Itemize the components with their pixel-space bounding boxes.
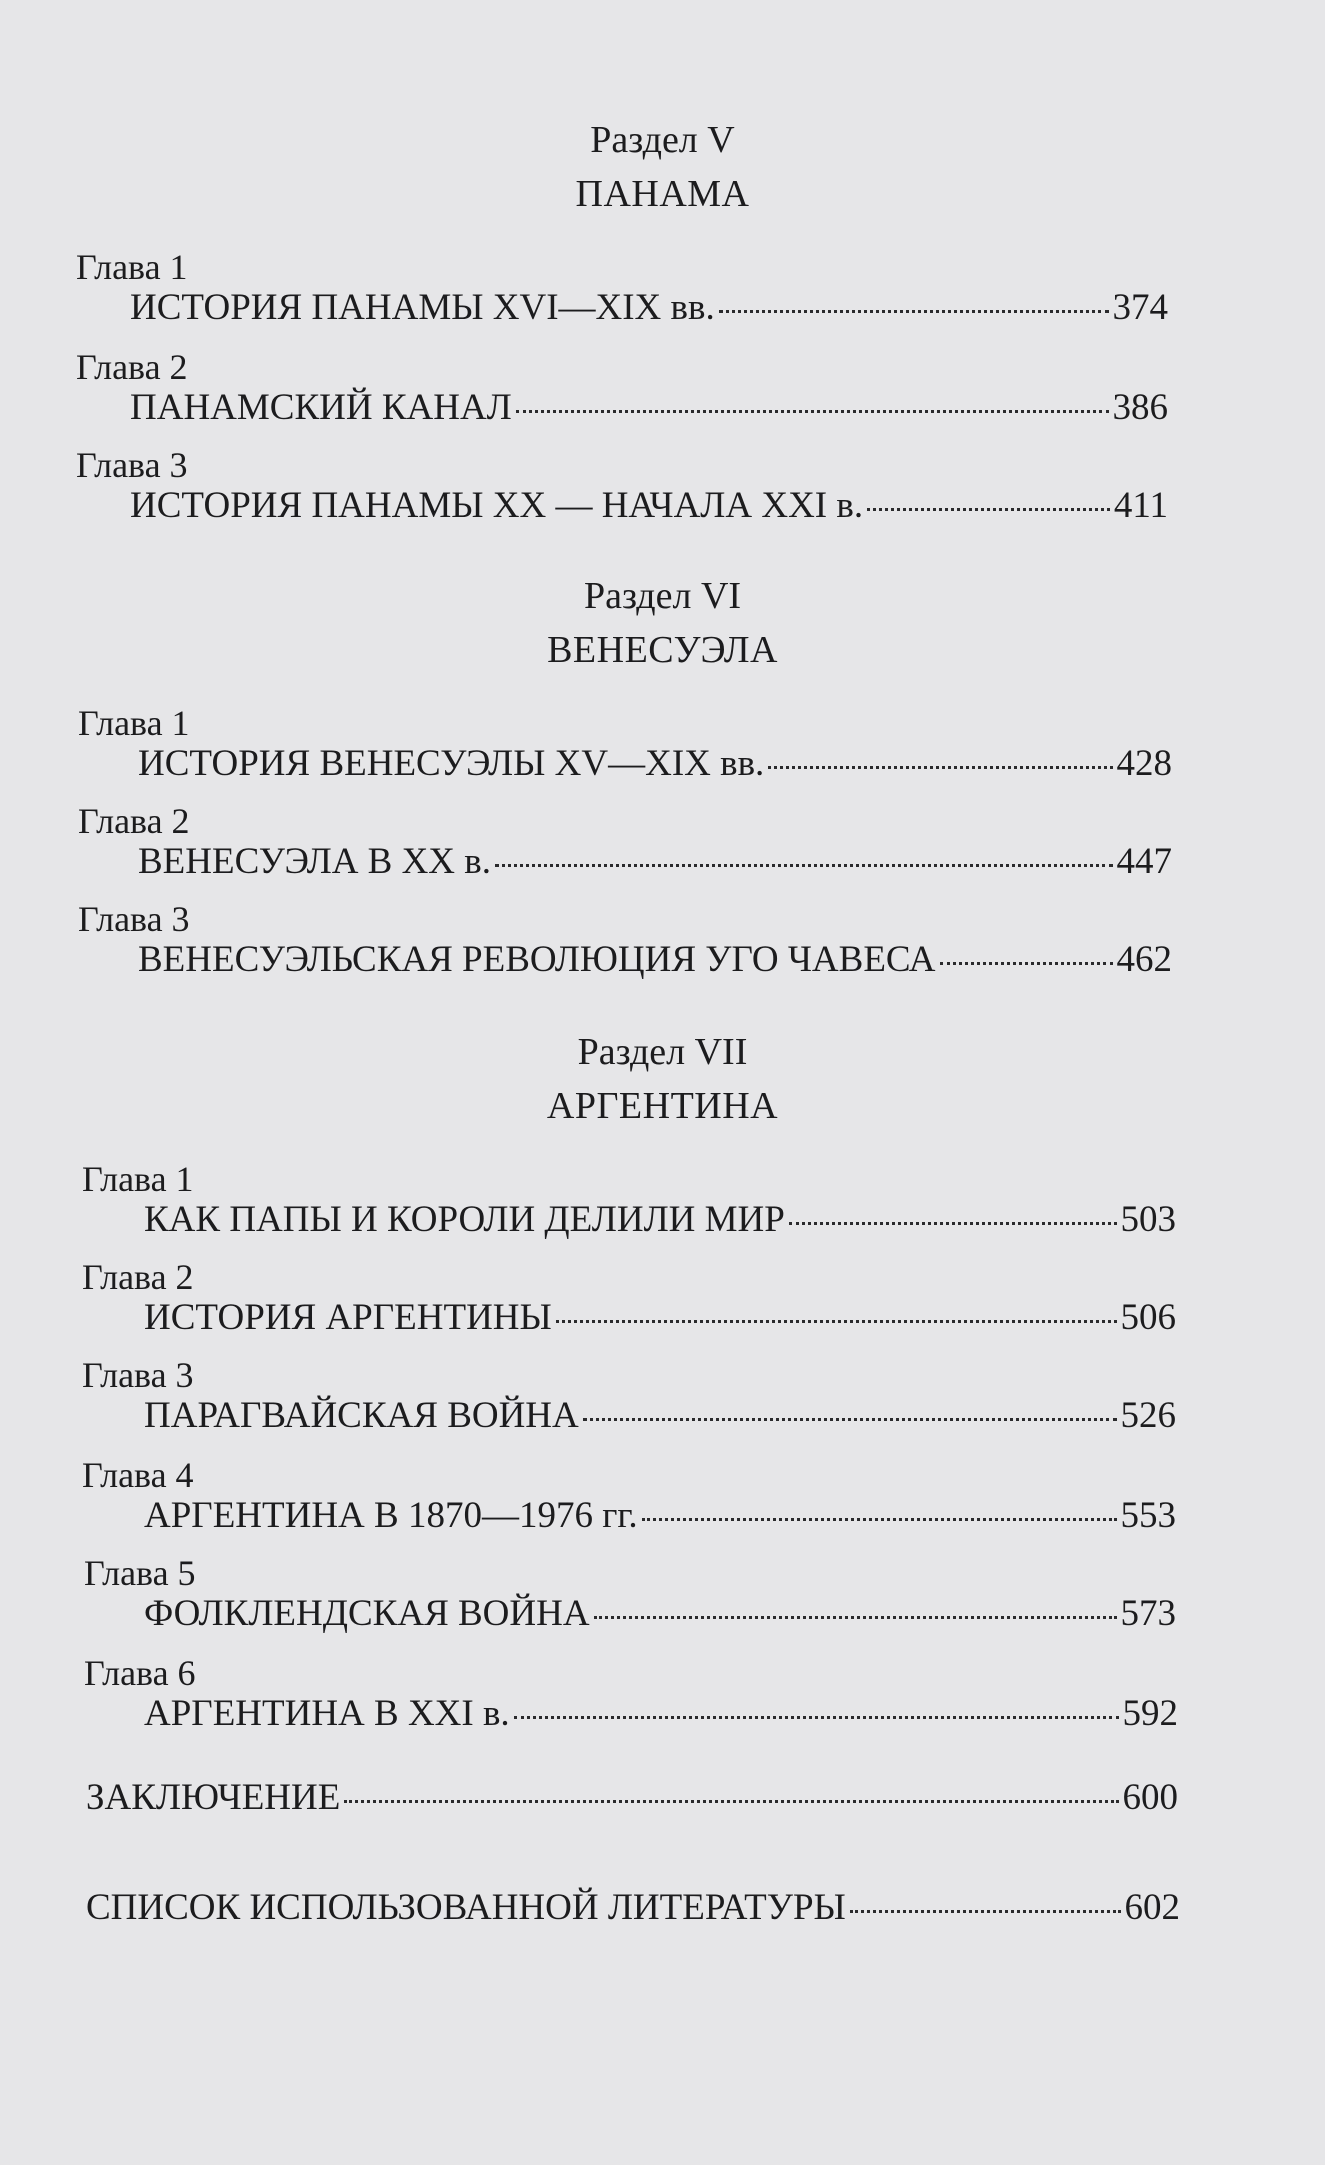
toc-entry-page: 447	[1116, 841, 1172, 882]
dot-leader	[850, 1910, 1121, 1913]
toc-entry-title: ИСТОРИЯ ПАНАМЫ XVI—XIX вв.	[130, 287, 715, 328]
toc-entry-title: ПАНАМСКИЙ КАНАЛ	[130, 387, 512, 428]
chapter-label: Глава 2	[76, 347, 188, 387]
toc-entry-page: 592	[1122, 1693, 1178, 1734]
toc-entry[interactable]	[138, 742, 1172, 786]
toc-entry-page: 386	[1112, 387, 1168, 428]
toc-entry-page: 411	[1113, 485, 1168, 526]
toc-entry-page: 462	[1116, 939, 1172, 980]
dot-leader	[642, 1518, 1117, 1521]
toc-entry-conclusion[interactable]	[86, 1776, 1178, 1820]
dot-leader	[495, 864, 1113, 867]
dot-leader	[344, 1800, 1118, 1803]
dot-leader	[594, 1616, 1117, 1619]
toc-entry-page: 526	[1120, 1395, 1176, 1436]
dot-leader	[789, 1222, 1117, 1225]
chapter-label: Глава 2	[82, 1257, 194, 1297]
toc-entry[interactable]	[130, 386, 1168, 430]
toc-entry-page: 553	[1120, 1495, 1176, 1536]
toc-entry[interactable]	[144, 1394, 1176, 1438]
toc-entry[interactable]	[144, 1494, 1176, 1538]
dot-leader	[719, 310, 1109, 313]
toc-entry[interactable]	[138, 938, 1172, 982]
toc-entry-page: 506	[1120, 1297, 1176, 1338]
toc-entry-title: ИСТОРИЯ АРГЕНТИНЫ	[144, 1297, 552, 1338]
section-label: Раздел VII	[577, 1031, 748, 1073]
toc-entry-title: ПАРАГВАЙСКАЯ ВОЙНА	[144, 1395, 579, 1436]
toc-entry-bibliography[interactable]	[86, 1886, 1180, 1930]
toc-entry[interactable]	[130, 484, 1168, 528]
toc-entry-page: 600	[1122, 1777, 1178, 1818]
toc-entry-title: ИСТОРИЯ ВЕНЕСУЭЛЫ XV—XIX вв.	[138, 743, 765, 784]
toc-entry-title: КАК ПАПЫ И КОРОЛИ ДЕЛИЛИ МИР	[144, 1199, 785, 1240]
dot-leader	[556, 1320, 1117, 1323]
dot-leader	[583, 1418, 1117, 1421]
toc-entry[interactable]	[144, 1592, 1176, 1636]
toc-entry-page: 503	[1120, 1199, 1176, 1240]
dot-leader	[940, 962, 1113, 965]
dot-leader	[516, 410, 1109, 413]
dot-leader	[867, 508, 1110, 511]
section-title: ПАНАМА	[575, 173, 750, 215]
toc-entry[interactable]	[144, 1296, 1176, 1340]
section-header	[0, 1030, 1325, 1128]
section-header	[0, 118, 1325, 216]
chapter-label: Глава 3	[82, 1355, 194, 1395]
toc-entry[interactable]	[130, 286, 1168, 330]
toc-entry-title: ВЕНЕСУЭЛЬСКАЯ РЕВОЛЮЦИЯ УГО ЧАВЕСА	[138, 939, 936, 980]
dot-leader	[514, 1716, 1119, 1719]
toc-entry[interactable]	[138, 840, 1172, 884]
chapter-label: Глава 1	[76, 247, 188, 287]
chapter-label: Глава 3	[76, 445, 188, 485]
toc-entry-title: ЗАКЛЮЧЕНИЕ	[86, 1777, 341, 1818]
section-label: Раздел VI	[583, 575, 742, 617]
toc-entry-page: 573	[1120, 1593, 1176, 1634]
toc-entry-title: АРГЕНТИНА В 1870—1976 гг.	[144, 1495, 638, 1536]
section-title: ВЕНЕСУЭЛА	[547, 629, 778, 671]
chapter-label: Глава 5	[84, 1553, 196, 1593]
section-title: АРГЕНТИНА	[546, 1085, 779, 1127]
toc-entry-title: СПИСОК ИСПОЛЬЗОВАННОЙ ЛИТЕРАТУРЫ	[86, 1887, 846, 1928]
toc-entry-page: 374	[1112, 287, 1168, 328]
toc-entry-title: АРГЕНТИНА В XXI в.	[144, 1693, 510, 1734]
toc-entry-title: ФОЛКЛЕНДСКАЯ ВОЙНА	[144, 1593, 590, 1634]
toc-entry-page: 428	[1116, 743, 1172, 784]
toc-entry[interactable]	[144, 1692, 1178, 1736]
toc-entry-title: ИСТОРИЯ ПАНАМЫ XX — НАЧАЛА XXI в.	[130, 485, 864, 526]
toc-entry-title: ВЕНЕСУЭЛА В XX в.	[138, 841, 491, 882]
toc-entry-page: 602	[1124, 1887, 1180, 1928]
chapter-label: Глава 6	[84, 1653, 196, 1693]
section-header	[0, 574, 1325, 672]
chapter-label: Глава 1	[78, 703, 190, 743]
section-label: Раздел V	[590, 119, 735, 161]
chapter-label: Глава 3	[78, 899, 190, 939]
dot-leader	[768, 766, 1112, 769]
toc-entry[interactable]	[144, 1198, 1176, 1242]
chapter-label: Глава 4	[82, 1455, 194, 1495]
chapter-label: Глава 2	[78, 801, 190, 841]
chapter-label: Глава 1	[82, 1159, 194, 1199]
